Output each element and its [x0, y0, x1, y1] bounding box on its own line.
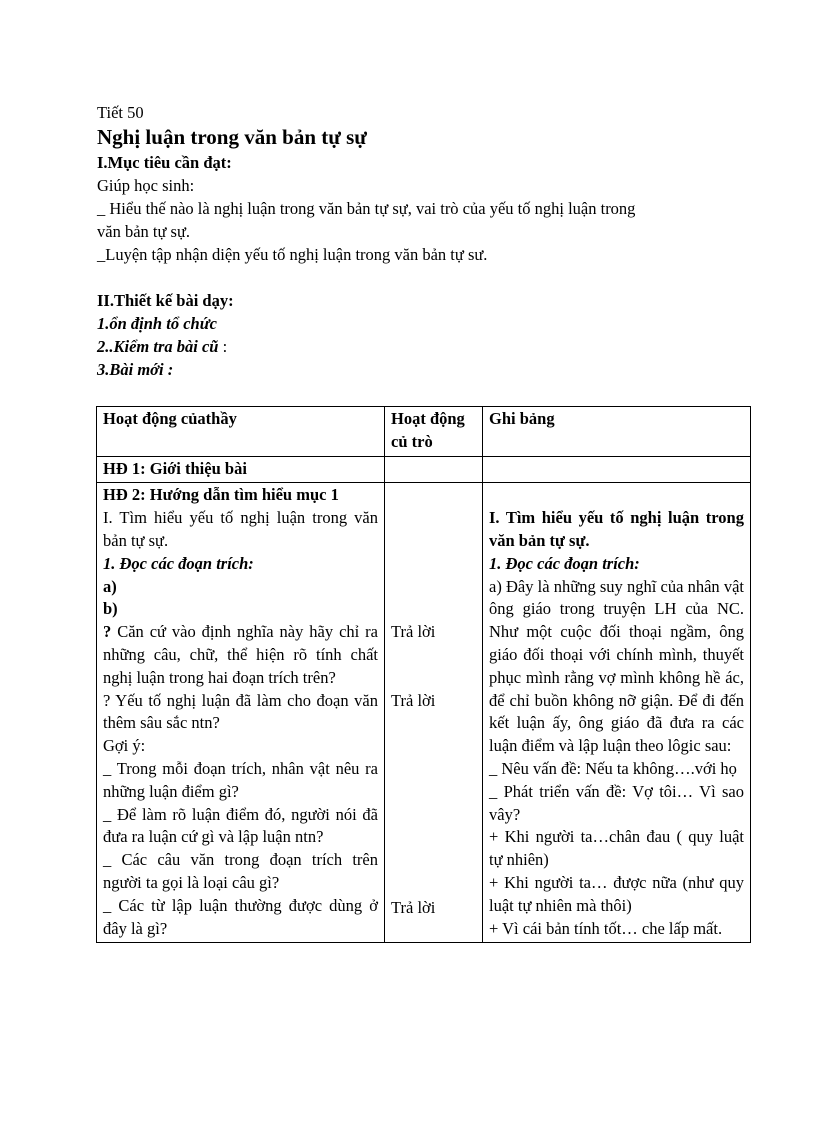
teacher-q1-text: Căn cứ vào định nghĩa này hãy chỉ ra những câu, chữ, thể hiện rõ tính chất nghị luận trong hai đoạn trích trên? — [103, 622, 378, 687]
teacher-h2: _ Để làm rõ luận điểm đó, người nói đã đưa ra luận cứ gì và lập luận ntn? — [103, 804, 378, 847]
table-row — [97, 483, 751, 943]
header-student: Hoạt động củ trò — [385, 407, 483, 457]
board-heading: I. Tìm hiểu yếu tố nghị luận trong văn bản tự sự. — [489, 508, 744, 550]
row2-teacher — [97, 483, 385, 943]
student-answer-1: Trả lời — [391, 622, 436, 642]
objective-item-2: _Luyện tập nhận diện yếu tố nghị luận trong văn bản tự sư. — [97, 245, 488, 264]
teacher-h4: _ Các từ lập luận thường được dùng ở đây là gì? — [103, 895, 378, 938]
board-p2: _ Nêu vấn đề: Nếu ta không….với họ — [489, 758, 737, 778]
page-title: Nghị luận trong văn bản tự sự — [97, 125, 367, 149]
teacher-q2: ? Yếu tố nghị luận đã làm cho đoạn văn thêm sâu sắc ntn? — [103, 690, 378, 733]
teacher-h3: _ Các câu văn trong đoạn trích trên người ta gọi là loại câu gì? — [103, 850, 378, 892]
row1-board — [483, 456, 751, 483]
teacher-p4: b) — [103, 599, 118, 619]
board-p4: + Khi người ta…chân đau ( quy luật tự nhiên) — [489, 827, 744, 870]
student-answer-3: Trả lời — [391, 897, 436, 917]
row2-student — [385, 483, 483, 943]
table-header-row — [97, 407, 751, 457]
design-step-2-label: 2..Kiểm tra bài cũ — [97, 337, 219, 356]
design-step-2-suffix: : — [218, 337, 228, 356]
teacher-h1: _ Trong mỗi đoạn trích, nhân vật nêu ra những luận điểm gì? — [103, 758, 378, 801]
objective-item-1-line-2: văn bản tự sự. — [97, 222, 191, 241]
hd2-heading: HĐ 2: Hướng dẫn tìm hiểu mục 1 — [103, 485, 339, 505]
board-p6: + Vì cái bản tính tốt… che lấp mất. — [489, 918, 723, 938]
objective-item-1-line-1: _ Hiểu thế nào là nghị luận trong văn bản tự sự, vai trò của yếu tố nghị luận trong — [97, 199, 636, 218]
question-mark: ? — [103, 622, 112, 642]
board-sub: 1. Đọc các đoạn trích: — [489, 553, 640, 573]
row1-teacher: HĐ 1: Giới thiệu bài — [97, 456, 385, 483]
design-step-3: 3.Bài mới : — [97, 360, 174, 379]
design-step-2 — [97, 335, 757, 358]
row1-student — [385, 456, 483, 483]
objectives-heading: I.Mục tiêu cần đạt: — [97, 153, 232, 172]
design-step-1: 1.ổn định tổ chức — [97, 314, 217, 333]
teacher-q1 — [103, 621, 378, 689]
teacher-p3: a) — [103, 576, 117, 596]
lesson-table — [96, 406, 751, 943]
row2-board — [483, 483, 751, 943]
period-label: Tiết 50 — [97, 103, 144, 122]
header-teacher: Hoạt động củathầy — [97, 407, 385, 457]
blank-line — [97, 266, 757, 289]
table-row — [97, 456, 751, 483]
objectives-intro: Giúp học sinh: — [97, 176, 195, 195]
design-heading: II.Thiết kế bài dạy: — [97, 291, 234, 310]
student-answer-2: Trả lời — [391, 691, 436, 711]
teacher-p1: I. Tìm hiểu yếu tố nghị luận trong văn bản tự sự. — [103, 508, 378, 550]
board-p1: a) Đây là những suy nghĩ của nhân vật ông giáo trong truyện LH của NC. Như một cuộc đối thoại ngầm, ông giáo đối thoại với chính mình, thuyết phục mình rằng vợ mình không hề ác, để chỉ buồn không nỡ giận. Để đi đến kết luận ấy, ông giáo đã đưa ra các luận điểm và lập luận theo lôgic sau: — [489, 576, 744, 756]
header-board: Ghi bảng — [483, 407, 751, 457]
teacher-p2: 1. Đọc các đoạn trích: — [103, 553, 254, 573]
document-page — [97, 101, 757, 381]
teacher-hint: Gợi ý: — [103, 736, 146, 756]
board-p5: + Khi người ta… được nữa (như quy luật tự nhiên mà thôi) — [489, 872, 744, 915]
board-p3: _ Phát triển vấn đề: Vợ tôi… Vì sao vây? — [489, 781, 744, 824]
